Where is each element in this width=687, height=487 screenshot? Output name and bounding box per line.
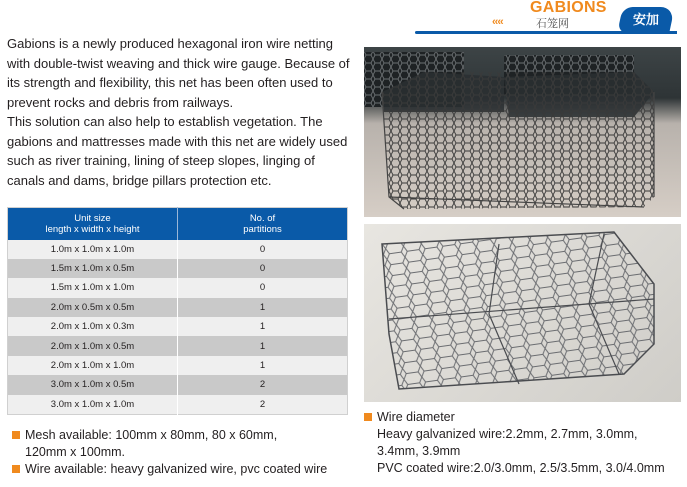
bullet-square-icon <box>12 431 20 439</box>
bullet-text: Mesh available: 100mm x 80mm, 80 x 60mm, <box>25 428 278 442</box>
cell-partitions: 1 <box>178 298 348 317</box>
wire-diameter-pvc <box>364 460 684 477</box>
gabion-photo-dark <box>364 47 681 217</box>
intro-paragraph-2: This solution can also help to establish vegetation. The gabions and mattresses made with this net are widely used such as river training, lining of steep slopes, linging of canals and dams, bridge pillars protection etc. <box>7 114 348 188</box>
table-row <box>8 278 348 297</box>
gabion-dark-image <box>364 47 681 217</box>
table-row <box>8 240 348 259</box>
cell-partitions: 1 <box>178 356 348 375</box>
table-row <box>8 395 348 414</box>
gabion-galvanized-image <box>364 224 681 402</box>
header-line: No. of <box>249 212 276 224</box>
table-row <box>8 259 348 278</box>
cell-partitions: 0 <box>178 278 348 297</box>
intro-paragraph-1: Gabions is a newly produced hexagonal iron wire netting with double-twist weaving and thick wire gauge. Because of its strength and flexibility, this net has been often used to prevent rocks and debris from railways. <box>7 36 350 110</box>
header-line: partitions <box>243 223 282 235</box>
cell-partitions: 2 <box>178 375 348 394</box>
table-header-row <box>8 208 348 240</box>
page-header <box>0 0 687 36</box>
table-row <box>8 356 348 375</box>
cell-partitions: 1 <box>178 317 348 336</box>
cell-size: 2.0m x 0.5m x 0.5m <box>8 298 178 317</box>
header-line: length x width x height <box>45 223 140 235</box>
gabion-photo-galvanized <box>364 224 681 402</box>
cell-partitions: 1 <box>178 336 348 355</box>
cell-partitions: 2 <box>178 395 348 414</box>
wire-diameter-galvanized <box>364 426 684 460</box>
bullet-wire <box>12 461 357 478</box>
bullet-square-icon <box>364 413 372 421</box>
table-row <box>8 336 348 355</box>
cell-partitions: 0 <box>178 259 348 278</box>
chevrons-left-icon: ‹‹‹‹ <box>492 16 503 28</box>
bullet-square-icon <box>12 465 20 473</box>
column-header-unit-size <box>8 208 178 240</box>
bullet-title: Wire diameter <box>377 410 455 424</box>
unit-size-table <box>7 207 348 415</box>
bullet-text: 120mm x 100mm. <box>25 445 126 459</box>
section-subtitle: 石笼网 <box>536 18 569 30</box>
intro-text <box>7 34 352 190</box>
cell-size: 1.5m x 1.0m x 0.5m <box>8 259 178 278</box>
column-header-partitions <box>178 208 348 240</box>
bullet-text: PVC coated wire:2.0/3.0mm, 2.5/3.5mm, 3.0/4.0mm <box>377 461 665 475</box>
section-title: GABIONS <box>530 0 607 16</box>
cell-size: 3.0m x 1.0m x 1.0m <box>8 395 178 414</box>
specs-list-right <box>364 409 684 477</box>
bullet-text: Heavy galvanized wire:2.2mm, 2.7mm, 3.0mm, <box>377 427 638 441</box>
cell-size: 2.0m x 1.0m x 1.0m <box>8 356 178 375</box>
specs-list-left <box>12 427 357 478</box>
table-row <box>8 298 348 317</box>
bullet-mesh <box>12 427 357 461</box>
cell-size: 3.0m x 1.0m x 0.5m <box>8 375 178 394</box>
cell-size: 1.0m x 1.0m x 1.0m <box>8 240 178 259</box>
bullet-text: Wire available: heavy galvanized wire, pvc coated wire <box>25 462 328 476</box>
cell-partitions: 0 <box>178 240 348 259</box>
bullet-text: 3.4mm, 3.9mm <box>377 444 461 458</box>
brand-badge-label: 安加 <box>632 12 659 27</box>
bullet-wire-diameter <box>364 409 684 426</box>
cell-size: 1.5m x 1.0m x 1.0m <box>8 278 178 297</box>
cell-size: 2.0m x 1.0m x 0.5m <box>8 336 178 355</box>
header-line: Unit size <box>74 212 111 224</box>
brand-badge <box>617 7 675 33</box>
cell-size: 2.0m x 1.0m x 0.3m <box>8 317 178 336</box>
table-row <box>8 317 348 336</box>
table-row <box>8 375 348 394</box>
